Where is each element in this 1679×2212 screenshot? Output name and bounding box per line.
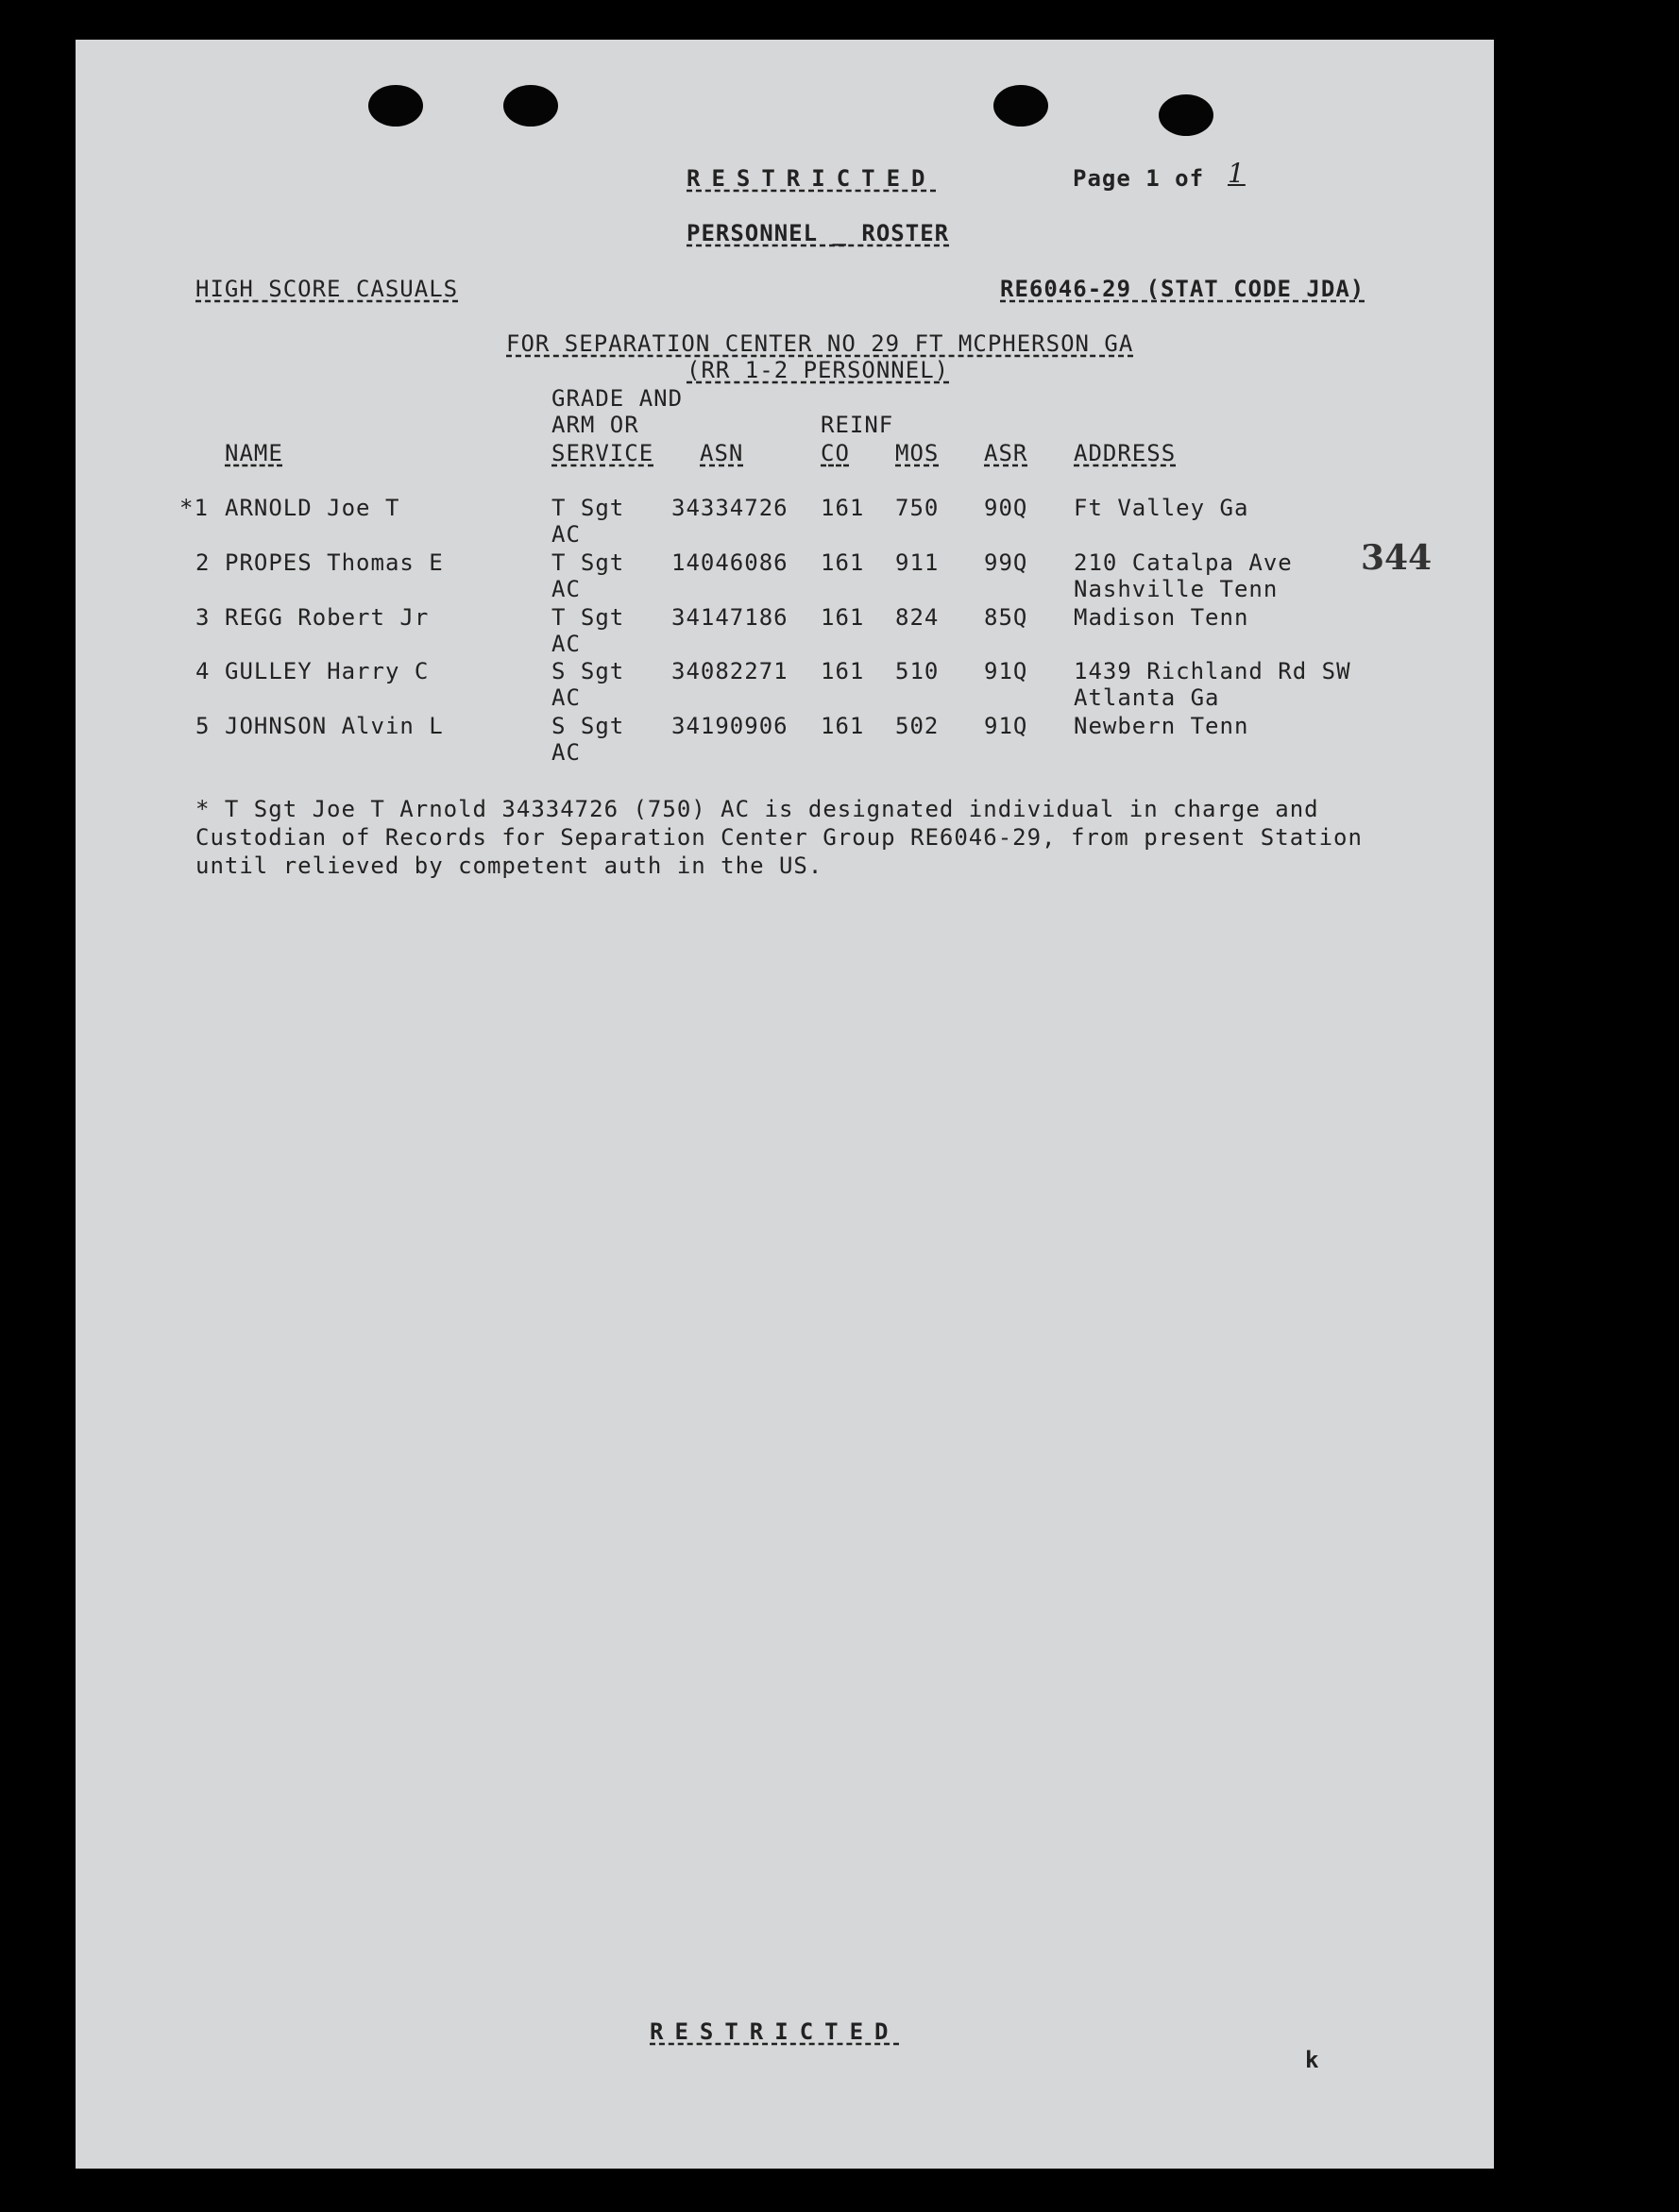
col-mos: MOS [895, 440, 940, 466]
row-name: GULLEY Harry C [225, 658, 430, 684]
corner-mark: k [1305, 2047, 1320, 2073]
restricted-footer: RESTRICTED [650, 2018, 900, 2045]
col-reinf-line1: REINF [821, 412, 894, 438]
row-arm: AC [551, 631, 581, 657]
group-code: RE6046-29 (STAT CODE JDA) [1000, 276, 1365, 302]
row-grade: T Sgt [551, 549, 625, 576]
row-co: 161 [821, 604, 865, 631]
row-address-line1: 210 Catalpa Ave [1074, 549, 1293, 576]
col-grade-line1: GRADE AND [551, 385, 684, 412]
side-number: 344 [1361, 538, 1433, 578]
row-address-line1: Madison Tenn [1074, 604, 1249, 631]
row-asn: 14046086 [671, 549, 789, 576]
row-asr: 90Q [984, 495, 1028, 521]
col-grade-line2: ARM OR [551, 412, 639, 438]
row-number: 4 [195, 658, 211, 684]
col-asr: ASR [984, 440, 1028, 466]
row-number: *1 [179, 495, 209, 521]
row-grade: T Sgt [551, 495, 625, 521]
row-name: REGG Robert Jr [225, 604, 430, 631]
footnote-line3: until relieved by competent auth in the US. [195, 853, 823, 879]
row-address-line1: 1439 Richland Rd SW [1074, 658, 1351, 684]
row-asr: 91Q [984, 658, 1028, 684]
col-co: CO [821, 440, 850, 466]
row-grade: T Sgt [551, 604, 625, 631]
col-address: ADDRESS [1074, 440, 1177, 466]
row-address-line2: Nashville Tenn [1074, 576, 1279, 602]
row-mos: 750 [895, 495, 940, 521]
col-name: NAME [225, 440, 283, 466]
row-co: 161 [821, 658, 865, 684]
row-arm: AC [551, 684, 581, 711]
punch-hole [368, 85, 423, 127]
punch-hole [1159, 94, 1213, 136]
row-asn: 34082271 [671, 658, 789, 684]
destination: FOR SEPARATION CENTER NO 29 FT MCPHERSON GA [506, 330, 1134, 357]
row-co: 161 [821, 495, 865, 521]
row-mos: 824 [895, 604, 940, 631]
subtitle: (RR 1-2 PERSONNEL) [687, 357, 950, 383]
row-arm: AC [551, 576, 581, 602]
row-address-line1: Newbern Tenn [1074, 713, 1249, 739]
row-co: 161 [821, 549, 865, 576]
row-asr: 99Q [984, 549, 1028, 576]
row-name: ARNOLD Joe T [225, 495, 400, 521]
row-co: 161 [821, 713, 865, 739]
row-number: 2 [195, 549, 211, 576]
roster-title: PERSONNEL _ ROSTER [687, 220, 950, 246]
row-asn: 34190906 [671, 713, 789, 739]
row-arm: AC [551, 739, 581, 766]
footnote-line2: Custodian of Records for Separation Center Group RE6046-29, from present Station [195, 824, 1363, 851]
row-number: 3 [195, 604, 211, 631]
row-grade: S Sgt [551, 658, 625, 684]
row-mos: 510 [895, 658, 940, 684]
page-total: 1 [1228, 158, 1246, 189]
row-address-line2: Atlanta Ga [1074, 684, 1220, 711]
row-grade: S Sgt [551, 713, 625, 739]
row-mos: 911 [895, 549, 940, 576]
row-arm: AC [551, 521, 581, 548]
col-asn: ASN [700, 440, 744, 466]
col-grade-line3: SERVICE [551, 440, 654, 466]
footnote-line1: * T Sgt Joe T Arnold 34334726 (750) AC is designated individual in charge and [195, 796, 1319, 822]
row-name: PROPES Thomas E [225, 549, 444, 576]
row-name: JOHNSON Alvin L [225, 713, 444, 739]
row-number: 5 [195, 713, 211, 739]
punch-hole [503, 85, 558, 127]
row-asr: 91Q [984, 713, 1028, 739]
row-asn: 34334726 [671, 495, 789, 521]
row-asn: 34147186 [671, 604, 789, 631]
row-address-line1: Ft Valley Ga [1074, 495, 1249, 521]
row-asr: 85Q [984, 604, 1028, 631]
row-mos: 502 [895, 713, 940, 739]
page-label: Page 1 of [1073, 165, 1205, 192]
unit-name: HIGH SCORE CASUALS [195, 276, 459, 302]
restricted-header: RESTRICTED [687, 165, 937, 192]
punch-hole [993, 85, 1048, 127]
